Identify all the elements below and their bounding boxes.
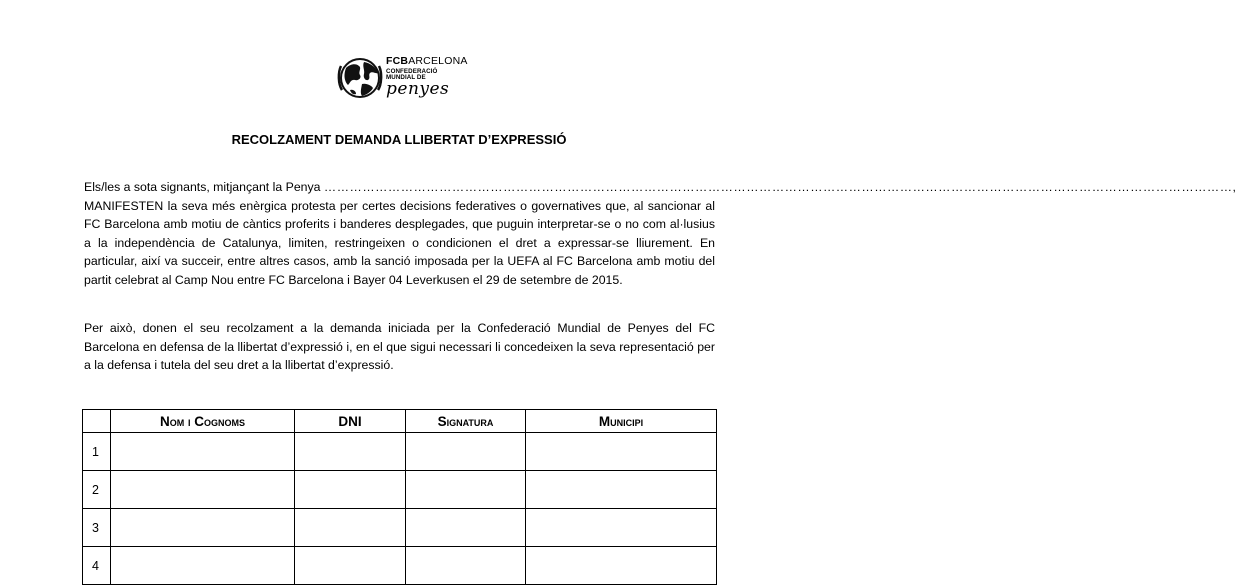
table-row (83, 471, 717, 509)
row-number: 1 (83, 433, 111, 471)
signature-cell[interactable] (406, 433, 526, 471)
paragraph1-body: MANIFESTEN la seva més enèrgica protesta per certes decisions federatives o governatives que, al sancionar al FC Barcelona amb motiu de càntics proferits i banderes desplegades, que puguin interpretar-se o no com al·lusius a la independència de Catalunya, limiten, restringeixen o condicionen el dret a expressar-se lliurement. En particular, així va succeir, entre altres casos, amb la sanció imposada per la UEFA al FC Barcelona amb motiu del partit celebrat al Camp Nou entre FC Barcelona i Bayer 04 Leverkusen el 29 de setembre de 2015. (84, 198, 715, 287)
globe-icon (338, 54, 382, 102)
name-cell[interactable] (111, 509, 295, 547)
paragraph-manifest (84, 178, 1236, 290)
signatures-table (82, 409, 717, 585)
fcb-penyes-logo (338, 54, 468, 104)
signature-cell[interactable] (406, 547, 526, 585)
logo-brand: FCBARCELONA (386, 55, 468, 67)
paragraph1-comma: , (1232, 180, 1236, 194)
header-dni: DNI (295, 410, 406, 433)
dni-cell[interactable] (295, 471, 406, 509)
municipality-cell[interactable] (526, 433, 717, 471)
municipality-cell[interactable] (526, 547, 717, 585)
header-signature: Signatura (406, 410, 526, 433)
dni-cell[interactable] (295, 509, 406, 547)
name-cell[interactable] (111, 471, 295, 509)
table-row (83, 509, 717, 547)
penya-name-blank[interactable]: …………………………………………………………………………………………………………………………………………………………………………………………… (323, 180, 1233, 194)
header-name: Nom i Cognoms (111, 410, 295, 433)
signature-cell[interactable] (406, 471, 526, 509)
municipality-cell[interactable] (526, 509, 717, 547)
name-cell[interactable] (111, 433, 295, 471)
row-number: 4 (83, 547, 111, 585)
table-header-row (83, 410, 717, 433)
header-number (83, 410, 111, 433)
logo-wordmark: penyes (386, 78, 450, 99)
penya-fill-line (84, 178, 1236, 197)
paragraph-support: Per això, donen el seu recolzament a la demanda iniciada per la Confederació Mundial de Penyes del FC Barcelona en defensa de la llibertat d’expressió i, en el que sigui necessari li concedeixen la seva representació per a la defensa i tutela del seu dret a la llibertat d’expressió. (84, 321, 715, 373)
row-number: 2 (83, 471, 111, 509)
table-row (83, 433, 717, 471)
logo-subtitle: CONFEDERACIÓ MUNDIAL DE (386, 67, 438, 81)
name-cell[interactable] (111, 547, 295, 585)
dni-cell[interactable] (295, 433, 406, 471)
municipality-cell[interactable] (526, 471, 717, 509)
header-municipality: Municipi (526, 410, 717, 433)
row-number: 3 (83, 509, 111, 547)
document-title: RECOLZAMENT DEMANDA LLIBERTAT D’EXPRESSIÓ (231, 132, 567, 147)
signature-cell[interactable] (406, 509, 526, 547)
dni-cell[interactable] (295, 547, 406, 585)
table-row (83, 547, 717, 585)
paragraph1-lead: Els/les a sota signants, mitjançant la Penya (84, 180, 324, 194)
